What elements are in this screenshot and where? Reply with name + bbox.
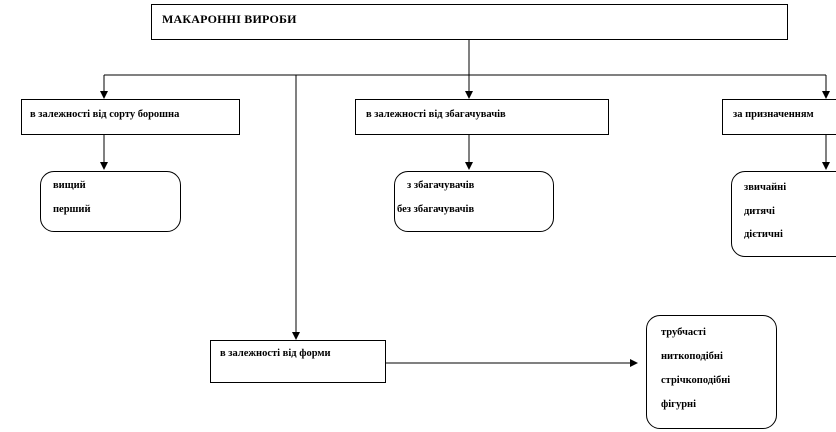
list-item: дієтичні bbox=[744, 229, 783, 240]
list-item: з збагачувачів bbox=[407, 180, 475, 191]
category-purpose-box bbox=[722, 99, 836, 135]
items-shape-box bbox=[646, 315, 777, 429]
list-item: вищий bbox=[53, 180, 86, 191]
category-shape-label: в залежності від форми bbox=[220, 348, 331, 359]
list-item: дитячі bbox=[744, 206, 775, 217]
list-item: фігурні bbox=[661, 399, 697, 410]
items-flour-box bbox=[40, 171, 181, 232]
list-item: трубчасті bbox=[661, 327, 706, 338]
items-purpose-box bbox=[731, 171, 836, 257]
category-purpose-label: за призначенням bbox=[733, 109, 814, 120]
root-box bbox=[151, 4, 788, 40]
list-item: звичайні bbox=[744, 182, 787, 193]
list-item: стрічкоподібні bbox=[661, 375, 731, 386]
category-flour-box bbox=[21, 99, 240, 135]
category-shape-box bbox=[210, 340, 386, 383]
root-title: МАКАРОННІ ВИРОБИ bbox=[162, 12, 297, 26]
list-item: ниткоподібні bbox=[661, 351, 723, 362]
items-enrich-box bbox=[394, 171, 554, 232]
category-enrich-box bbox=[355, 99, 609, 135]
category-flour-label: в залежності від сорту борошна bbox=[30, 109, 180, 120]
list-item: без збагачувачів bbox=[397, 204, 475, 215]
list-item: перший bbox=[53, 204, 91, 215]
category-enrich-label: в залежності від збагачувачів bbox=[366, 109, 506, 120]
